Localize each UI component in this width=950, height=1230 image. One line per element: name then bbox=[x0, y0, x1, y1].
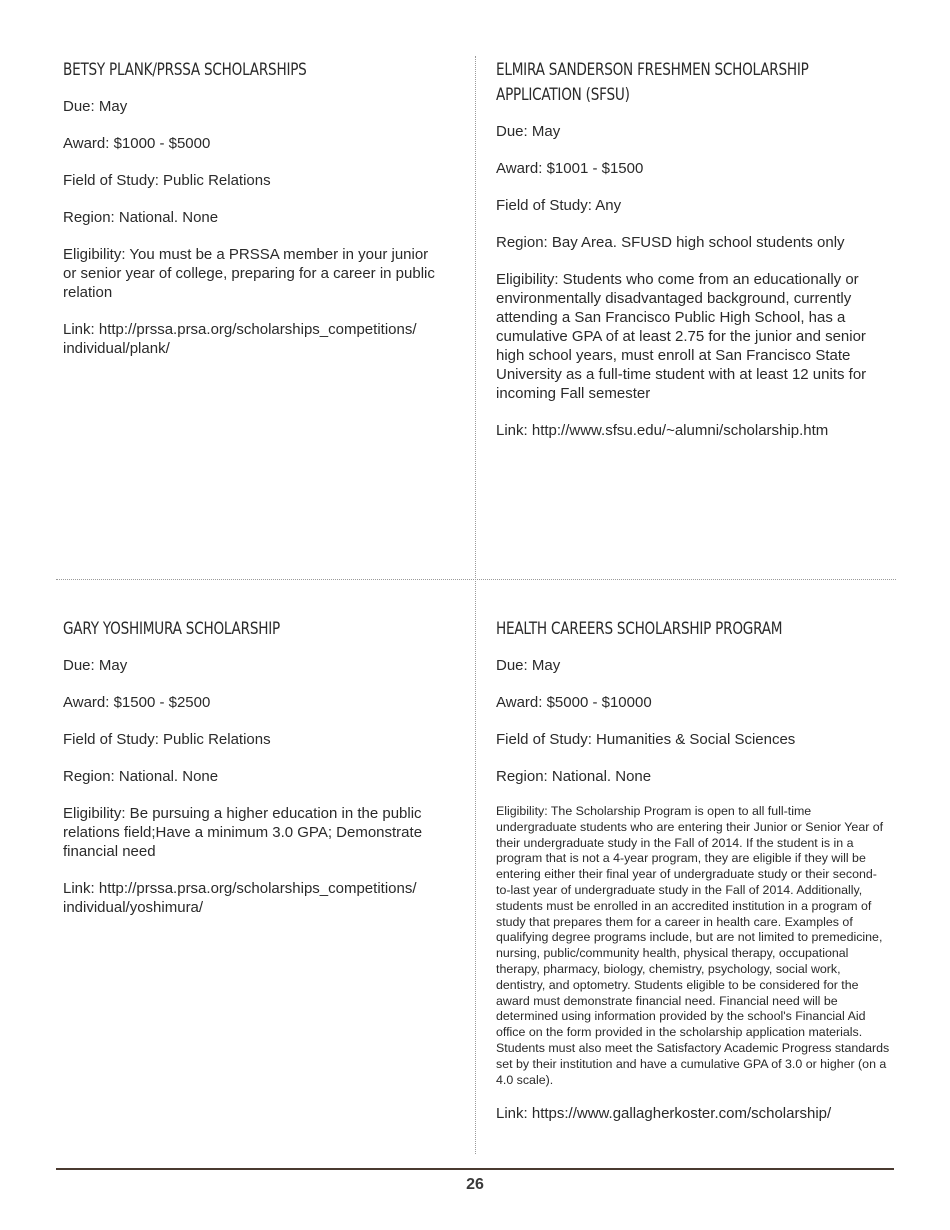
scholarship-field: Field of Study: Any bbox=[496, 197, 622, 214]
scholarship-card-betsy-plank bbox=[63, 58, 441, 376]
scholarship-field: Field of Study: Humanities & Social Sciences bbox=[496, 731, 796, 748]
scholarship-link[interactable]: Link: http://www.sfsu.edu/~alumni/scholarship.htm bbox=[496, 422, 829, 439]
footer-rule bbox=[56, 1168, 894, 1170]
scholarship-due: Due: May bbox=[63, 98, 128, 115]
scholarship-card-elmira-sanderson bbox=[496, 58, 880, 458]
scholarship-title: HEALTH CAREERS SCHOLARSHIP PROGRAM bbox=[496, 619, 783, 639]
scholarship-region: Region: National. None bbox=[63, 209, 219, 226]
scholarship-eligibility: Eligibility: You must be a PRSSA member in your junior or senior year of college, preparing for a career in public relation bbox=[63, 246, 435, 301]
scholarship-card-health-careers bbox=[496, 617, 890, 1141]
scholarship-title: GARY YOSHIMURA SCHOLARSHIP bbox=[63, 619, 280, 639]
scholarship-due: Due: May bbox=[63, 657, 128, 674]
scholarship-title: BETSY PLANK/PRSSA SCHOLARSHIPS bbox=[63, 60, 307, 80]
scholarship-link[interactable]: Link: http://prssa.prsa.org/scholarships_competitions/ individual/plank/ bbox=[63, 321, 417, 357]
scholarship-due: Due: May bbox=[496, 657, 561, 674]
scholarship-due: Due: May bbox=[496, 123, 561, 140]
scholarship-title: ELMIRA SANDERSON FRESHMEN SCHOLARSHIP APPLICATION (SFSU) bbox=[496, 60, 809, 105]
scholarship-field: Field of Study: Public Relations bbox=[63, 731, 271, 748]
scholarship-region: Region: National. None bbox=[63, 768, 219, 785]
horizontal-divider bbox=[56, 579, 896, 580]
scholarship-card-gary-yoshimura bbox=[63, 617, 441, 935]
scholarship-eligibility: Eligibility: The Scholarship Program is open to all full-time undergraduate students who are entering their Junior or Senior Year of their undergraduate study in the Fall of 2014. If the student is in a program that is not a 4-year program, they are eligible if they will be entering either their final year of undergraduate study or their second-to-last year of undergraduate study in the Fall of 2014. Additionally, students must be enrolled in an accredited institution in a program of study that prepares them for a career in health care. Examples of qualifying degree programs include, but are not limited to premedicine, nursing, public/community health, physical therapy, occupational therapy, pharmacy, biology, chemistry, psychology, social work, dentistry, and optometry. Students eligible to be considered for the award must demonstrate financial need. Financial need will be determined using information provided by the school's Financial Aid office on the form provided in the scholarship application materials. Students must also meet the Satisfactory Academic Progress standards set by their institution and have a cumulative GPA of 3.0 or higher (on a 4.0 scale). bbox=[496, 804, 890, 1087]
scholarship-award: Award: $1001 - $1500 bbox=[496, 160, 644, 177]
scholarship-award: Award: $1000 - $5000 bbox=[63, 135, 211, 152]
scholarship-award: Award: $5000 - $10000 bbox=[496, 694, 652, 711]
scholarship-region: Region: Bay Area. SFUSD high school students only bbox=[496, 234, 845, 251]
vertical-divider bbox=[475, 56, 476, 1154]
page-number: 26 bbox=[466, 1176, 484, 1193]
scholarship-eligibility: Eligibility: Be pursuing a higher education in the public relations field;Have a minimum 3.0 GPA; Demonstrate financial need bbox=[63, 805, 423, 860]
scholarship-region: Region: National. None bbox=[496, 768, 652, 785]
scholarship-eligibility: Eligibility: Students who come from an educationally or environmentally disadvantaged background, currently attending a San Francisco Public High School, has a cumulative GPA of at least 2.75 for the junior and senior high school years, must enroll at San Francisco State University as a full-time student with at least 12 units for incoming Fall semester bbox=[496, 271, 867, 402]
scholarship-award: Award: $1500 - $2500 bbox=[63, 694, 211, 711]
scholarship-field: Field of Study: Public Relations bbox=[63, 172, 271, 189]
scholarship-link[interactable]: Link: http://prssa.prsa.org/scholarships_competitions/ individual/yoshimura/ bbox=[63, 880, 417, 916]
scholarship-link[interactable]: Link: https://www.gallagherkoster.com/scholarship/ bbox=[496, 1105, 832, 1123]
